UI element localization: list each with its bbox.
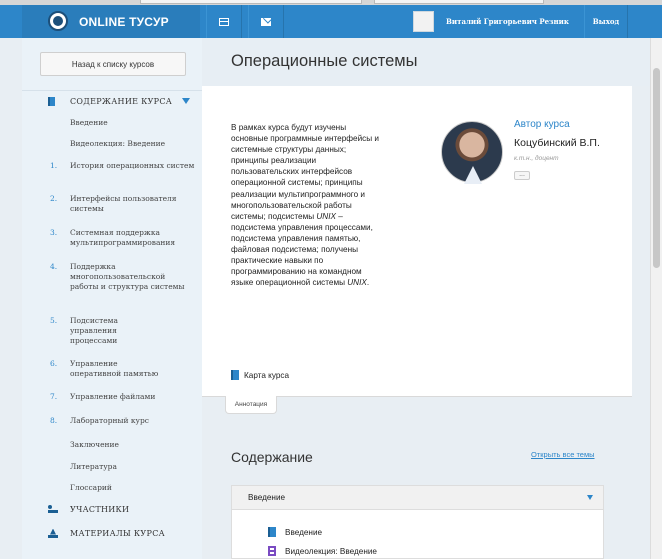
document-icon xyxy=(231,370,239,380)
sidebar-participants[interactable] xyxy=(48,502,129,516)
description-text: . xyxy=(366,278,370,288)
description-unix: UNIX xyxy=(347,278,367,288)
lesson-label: Видеолекция: Введение xyxy=(285,546,377,556)
author-label[interactable]: Автор курса xyxy=(514,119,570,130)
contents-label: СОДЕРЖАНИЕ КУРСА xyxy=(70,96,173,106)
divider xyxy=(22,90,202,91)
back-to-courses-button[interactable]: Назад к списку курсов xyxy=(40,52,186,76)
top-navigation-bar xyxy=(0,5,662,38)
sidebar-item-user-interfaces[interactable]: Интерфейсы пользователя системы xyxy=(70,194,177,213)
sidebar-item-video-introduction[interactable]: Видеолекция: Введение xyxy=(70,139,166,148)
page-title: Операционные системы xyxy=(231,52,418,70)
logout-button[interactable]: Выход xyxy=(584,5,628,38)
author-name: Коцубинский В.П. xyxy=(514,137,600,149)
calendar-button[interactable] xyxy=(206,5,242,38)
topic-accordion xyxy=(231,485,604,559)
course-map-label: Карта курса xyxy=(244,370,290,380)
lesson-label: Введение xyxy=(285,527,323,537)
description-text: В рамках курса будут изучены основные программные интерфейсы и системные структуры данных; принципы реализации пользовательских интерфейсов операционной системы; принципы реализации мультипрограммного и многопользовательской работы системы; подсистемы xyxy=(231,123,379,221)
chevron-down-icon xyxy=(587,495,593,500)
sidebar-materials[interactable] xyxy=(48,526,165,540)
open-all-topics-link[interactable]: Открыть все темы xyxy=(531,450,595,459)
page-scrollbar[interactable] xyxy=(650,38,662,559)
course-map-link[interactable] xyxy=(231,370,289,380)
tusur-logo-icon[interactable] xyxy=(48,11,68,31)
document-icon xyxy=(268,527,276,537)
sidebar-item-number: 1. xyxy=(50,161,58,170)
course-description xyxy=(231,122,381,288)
user-name[interactable]: Виталий Григорьевич Резник xyxy=(446,17,569,26)
sidebar-item-memory[interactable]: Управление оперативной памятью xyxy=(70,359,159,378)
lesson-item[interactable] xyxy=(268,546,377,556)
annotation-card xyxy=(202,86,632,396)
sidebar-item-conclusion[interactable]: Заключение xyxy=(70,440,119,449)
sidebar-item-glossary[interactable]: Глоссарий xyxy=(70,483,112,492)
sidebar-item-number: 5. xyxy=(50,316,58,325)
sidebar-item-number: 7. xyxy=(50,392,58,401)
materials-label: МАТЕРИАЛЫ КУРСА xyxy=(70,528,165,538)
description-unix: UNIX xyxy=(316,211,336,221)
sidebar-item-number: 8. xyxy=(50,416,58,425)
sidebar-item-multiuser[interactable]: Поддержка многопользовательской работы и структура системы xyxy=(70,262,185,291)
sidebar-item-number: 3. xyxy=(50,228,58,237)
author-photo[interactable] xyxy=(441,121,503,183)
accordion-header-introduction[interactable] xyxy=(232,486,603,510)
sidebar-item-introduction[interactable]: Введение xyxy=(70,118,108,127)
accordion-header-label: Введение xyxy=(248,493,286,502)
scrollbar-thumb[interactable] xyxy=(653,68,660,268)
sidebar-item-number: 4. xyxy=(50,262,58,271)
chevron-down-icon xyxy=(182,98,190,104)
author-title: к.т.н., доцент xyxy=(514,155,559,162)
messages-button[interactable] xyxy=(248,5,284,38)
sidebar-item-os-history[interactable]: История операционных систем xyxy=(70,161,195,170)
browser-tab[interactable] xyxy=(374,0,544,4)
sidebar-item-lab-course[interactable]: Лабораторный курс xyxy=(70,416,149,425)
lesson-item[interactable] xyxy=(268,527,322,537)
tab-annotation[interactable]: Аннотация xyxy=(225,396,277,414)
sidebar-item-number: 6. xyxy=(50,359,58,368)
sidebar-item-number: 2. xyxy=(50,194,58,203)
contents-heading: Содержание xyxy=(231,449,313,465)
browser-tab[interactable] xyxy=(140,0,362,4)
video-icon xyxy=(268,546,276,556)
description-text: – подсистема управления процессами, подсистема управления памятью, файловая подсистема; получены практические навыки по программированию на командном языке операционной системы xyxy=(231,211,373,288)
course-sidebar xyxy=(22,38,202,559)
author-more-button[interactable]: ... xyxy=(514,171,530,180)
sidebar-item-files[interactable]: Управление файлами xyxy=(70,392,156,401)
materials-icon xyxy=(48,529,58,538)
participants-label: УЧАСТНИКИ xyxy=(70,504,130,514)
user-avatar[interactable] xyxy=(413,11,434,32)
sidebar-item-multiprogramming[interactable]: Системная поддержка мультипрограммирования xyxy=(70,228,176,247)
sidebar-item-process-subsystem[interactable]: Подсистема управления процессами xyxy=(70,316,118,345)
sidebar-item-literature[interactable]: Литература xyxy=(70,462,117,471)
people-icon xyxy=(48,505,58,514)
calendar-icon xyxy=(219,18,229,26)
book-icon xyxy=(48,97,55,106)
course-header xyxy=(202,38,650,86)
course-contents-toggle[interactable] xyxy=(48,94,190,108)
logo-text[interactable]: ONLINE ТУСУР xyxy=(79,15,169,29)
mail-icon xyxy=(261,18,271,26)
